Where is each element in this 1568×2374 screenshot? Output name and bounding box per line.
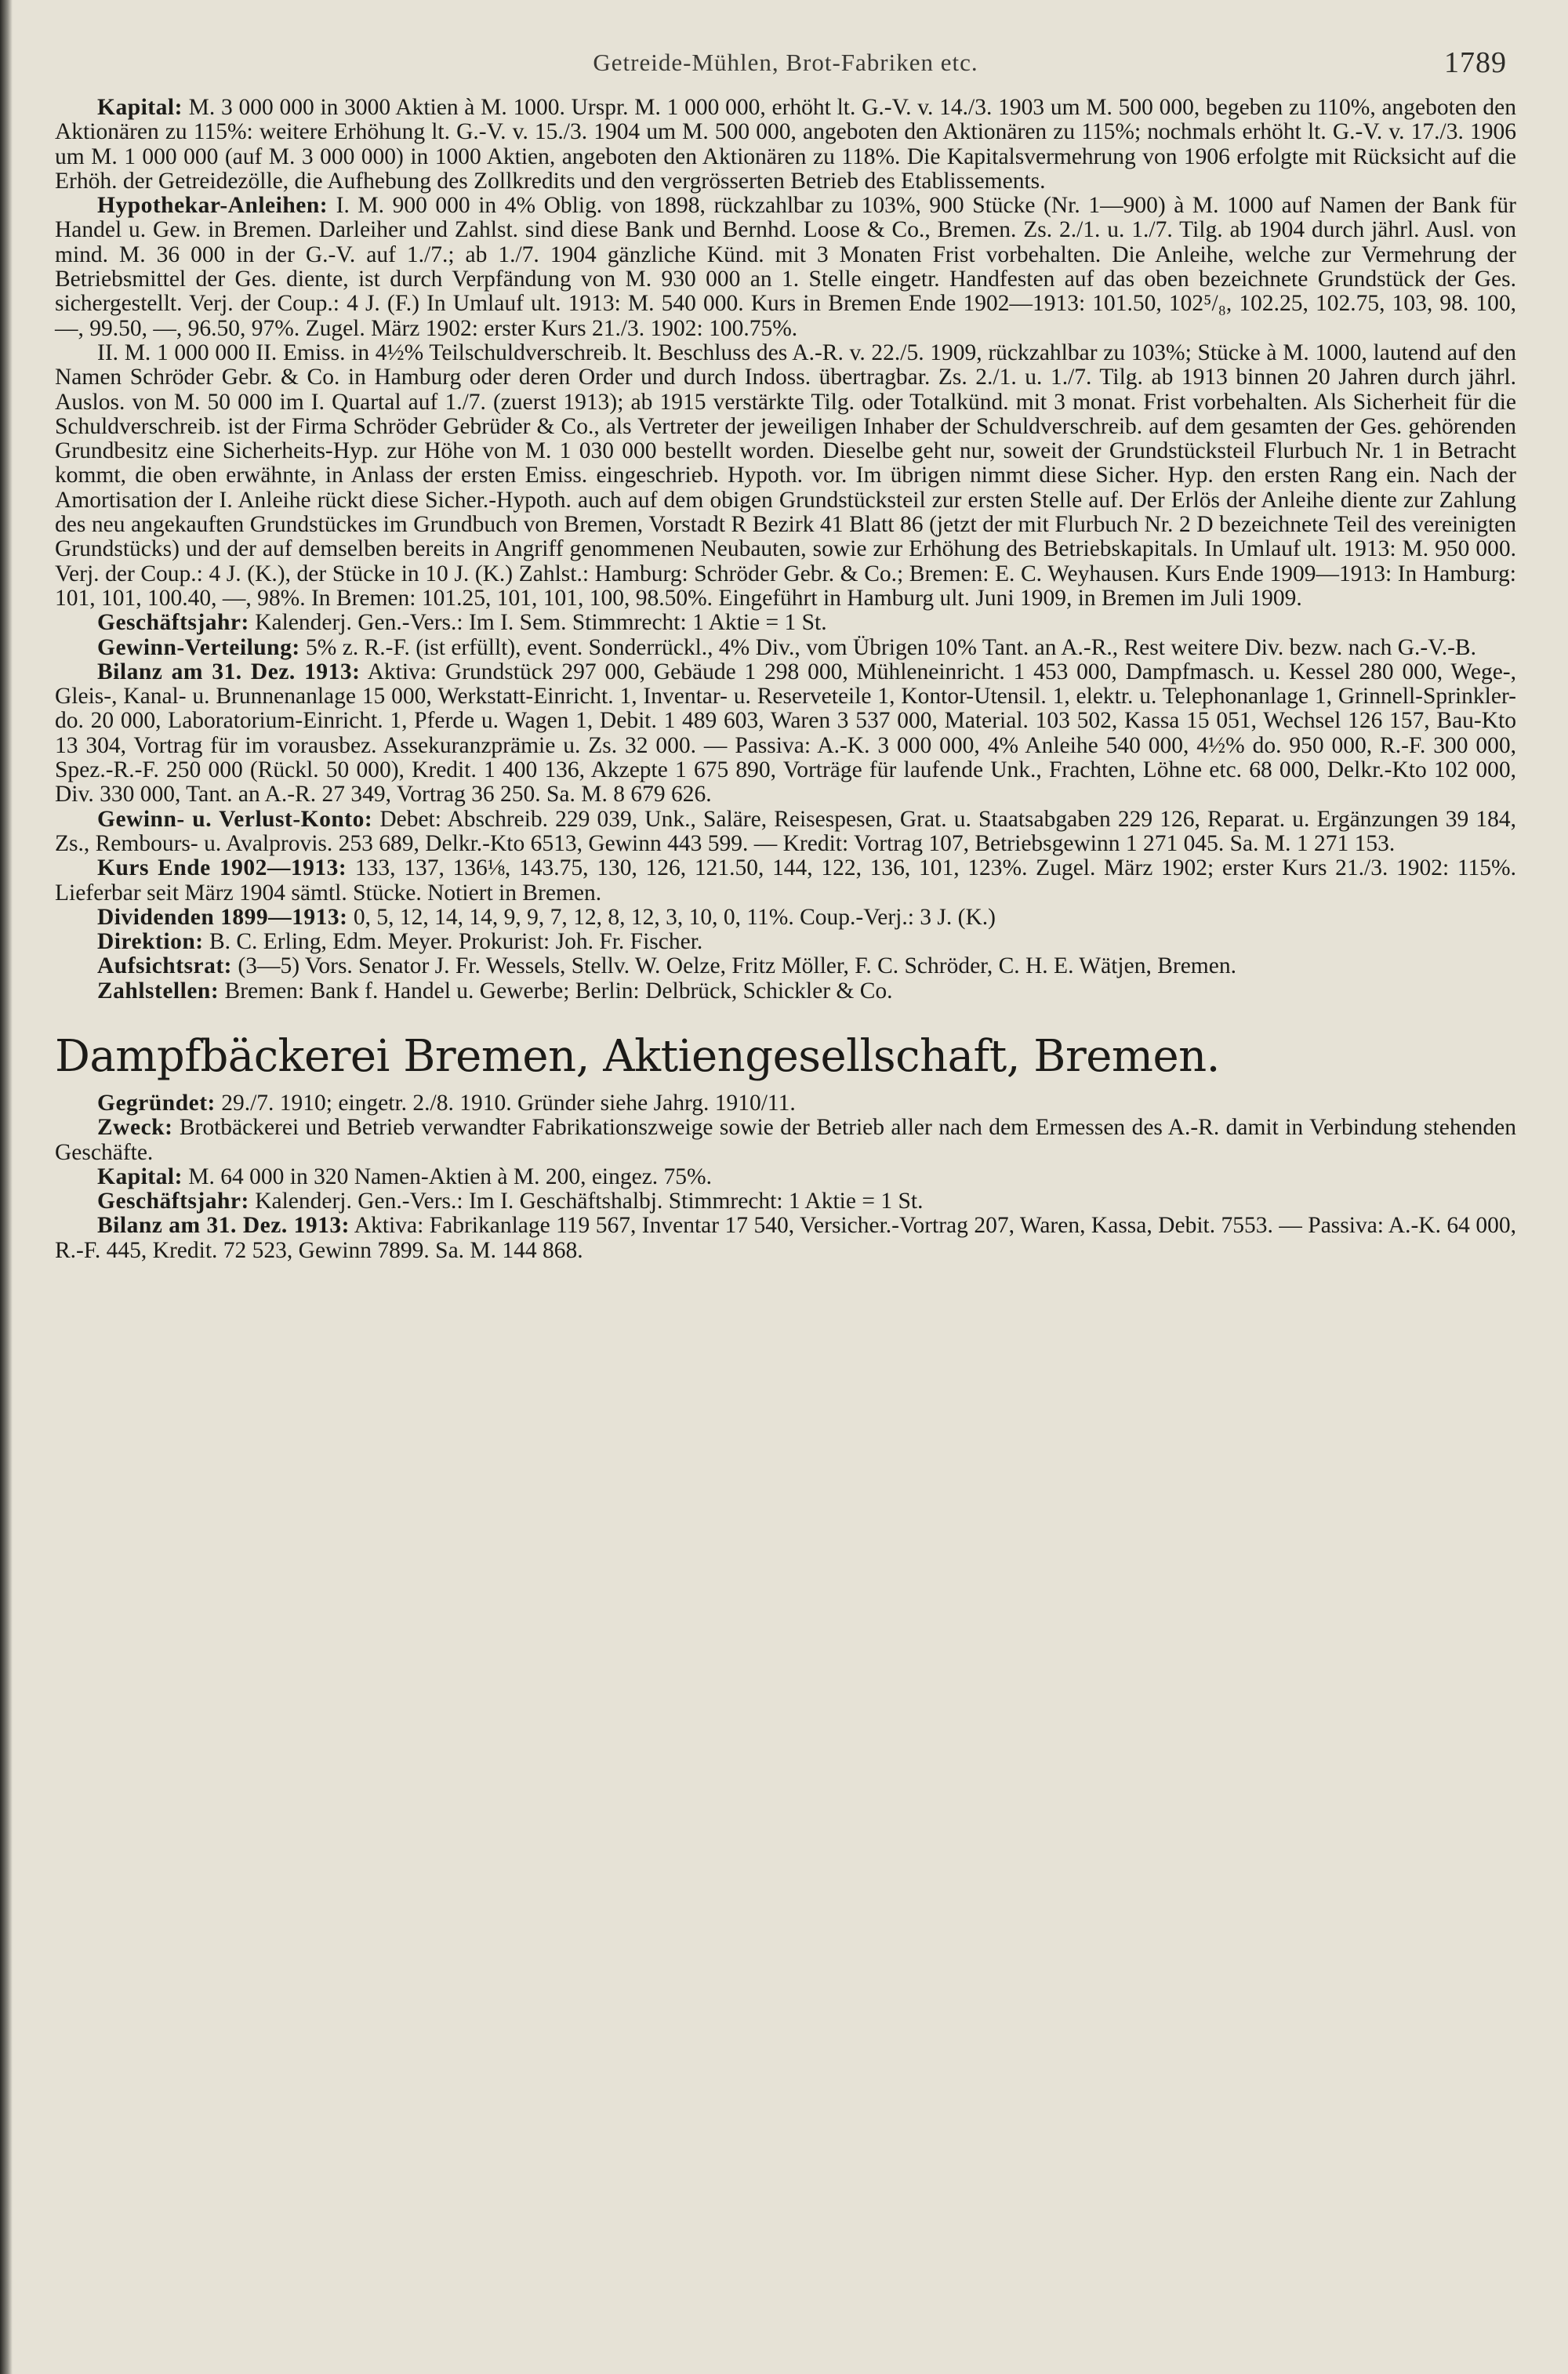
running-title: Getreide-Mühlen, Brot-Fabriken etc. bbox=[593, 49, 978, 76]
paragraph-text: Kalenderj. Gen.-Vers.: Im I. Sem. Stimmrecht: 1 Aktie = 1 St. bbox=[255, 610, 827, 636]
paragraph-geschaeftsjahr-2 bbox=[55, 1189, 1516, 1214]
label: Geschäftsjahr: bbox=[97, 1189, 249, 1214]
entry-getreide-muehle bbox=[55, 96, 1516, 1004]
paragraph-geschaeftsjahr bbox=[55, 611, 1516, 635]
paragraph-text: Aktiva: Fabrikanlage 119 567, Inventar 17 540, Versicher.-Vortrag 207, Waren, Kassa, Debit. 7553. — Passiva: A.-K. 64 000, R.-F. 445, Kredit. 72 523, Gewinn 7899. Sa. M. 144 868. bbox=[55, 1213, 1516, 1263]
paragraph-text: Brotbäckerei und Betrieb verwandter Fabrikationszweige sowie der Betrieb aller nach dem Ermessen des A.-R. damit in Verbindung stehenden Geschäfte. bbox=[55, 1115, 1517, 1165]
label: Gegründet: bbox=[97, 1090, 216, 1116]
label: Direktion: bbox=[97, 929, 204, 955]
paragraph-text: 5% z. R.-F. (ist erfüllt), event. Sonderrückl., 4% Div., vom Übrigen 10% Tant. an A.-R., Rest weitere Div. bezw. nach G.-V.-B. bbox=[306, 634, 1476, 660]
entry-dampfbaeckerei bbox=[55, 1091, 1516, 1263]
paragraph-gewinn-verteilung bbox=[55, 636, 1516, 660]
label: Dividenden 1899—1913: bbox=[97, 904, 348, 930]
label: Zahlstellen: bbox=[97, 978, 220, 1004]
paragraph-text: (3—5) Vors. Senator J. Fr. Wessels, Stellv. W. Oelze, Fritz Möller, F. C. Schröder, C. H. E. Wätjen, Bremen. bbox=[238, 953, 1236, 979]
paragraph-text: 0, 5, 12, 14, 14, 9, 9, 7, 12, 8, 12, 3, 10, 0, 11%. Coup.-Verj.: 3 J. (K.) bbox=[353, 904, 996, 930]
paragraph-text: 133, 137, 136⅛, 143.75, 130, 126, 121.50, 144, 122, 136, 101, 123%. Zugel. März 1902; erster Kurs 21./3. 1902: 115%. Lieferbar seit März 1904 sämtl. Stücke. Notiert in Bremen. bbox=[55, 855, 1517, 906]
page-number: 1789 bbox=[1444, 46, 1507, 79]
page-header bbox=[55, 46, 1516, 96]
paragraph-kapital bbox=[55, 96, 1516, 194]
label: Hypothekar-Anleihen: bbox=[97, 193, 328, 219]
label: Kapital: bbox=[97, 1163, 183, 1189]
paragraph-text: I. M. 900 000 in 4% Oblig. von 1898, rückzahlbar zu 103%, 900 Stücke (Nr. 1—900) à M. 1000 auf Namen der Bank für Handel u. Gew. in Bremen. Darleiher und Zahlst. sind diese Bank und Bernhd. Loose & Co., Bremen. Zs. 2./1. u. 1./7. Tilg. ab 1904 durch jährl. Ausl. von mind. M. 36 000 in der G.-V. auf 1./7.; ab 1./7. 1904 gänzliche Künd. mit 3 Monaten Frist vorbehalten. Die Anleihe, welche zur Vermehrung der Betriebsmittel der Ges. diente, ist durch Verpfändung von M. 930 000 an 1. Stelle eingetr. Handfesten auf das oben bezeichnete Grundstück der Ges. sichergestellt. Verj. der Coup.: 4 J. (F.) In Umlauf ult. 1913: M. 540 000. Kurs in Bremen Ende 1902—1913: 101.50, 102⁵/₈, 102.25, 102.75, 103, 98. 100, —, 99.50, —, 96.50, 97%. Zugel. März 1902: erster Kurs 21./3. 1902: 100.75%. bbox=[55, 193, 1516, 341]
paragraph-text: Bremen: Bank f. Handel u. Gewerbe; Berlin: Delbrück, Schickler & Co. bbox=[224, 978, 893, 1004]
label: Bilanz am 31. Dez. 1913: bbox=[97, 659, 361, 684]
paragraph-gegruendet bbox=[55, 1091, 1516, 1116]
paragraph-text: M. 3 000 000 in 3000 Aktien à M. 1000. Urspr. M. 1 000 000, erhöht lt. G.-V. v. 14./3. 1903 um M. 500 000, begeben zu 110%, angeboten den Aktionären zu 115%: weitere Erhöhung lt. G.-V. v. 15./3. 1904 um M. 500 000, angeboten den Aktionären zu 115%; nochmals erhöht lt. G.-V. v. 17./3. 1906 um M. 1 000 000 (auf M. 3 000 000) in 1000 Aktien, angeboten den Aktionären zu 118%. Die Kapitalsvermehrung von 1906 erfolgte mit Rücksicht auf die Erhöh. der Getreidezölle, die Aufhebung des Zollkredits und den vergrösserten Betrieb des Etablissements. bbox=[55, 95, 1516, 194]
paragraph-zweck bbox=[55, 1116, 1516, 1165]
paragraph-text: Aktiva: Grundstück 297 000, Gebäude 1 298 000, Mühleneinricht. 1 453 000, Dampfmasch. u. Kessel 280 000, Wege-, Gleis-, Kanal- u. Brunnenanlage 15 000, Werkstatt-Einricht. 1, Inventar- u. Reserveteile 1, Kontor-Utensil. 1, elektr. u. Telephonanlage 1, Grinnell-Sprinkler- do. 20 000, Laboratorium-Einricht. 1, Pferde u. Wagen 1, Debit. 1 489 603, Waren 3 537 000, Material. 103 502, Kassa 15 051, Wechsel 126 157, Bau-Kto 13 304, Vortrag für im vorausbez. Assekuranzprämie u. Zs. 32 000. — Passiva: A.-K. 3 000 000, 4% Anleihe 540 000, 4½% do. 950 000, R.-F. 300 000, Spez.-R.-F. 250 000 (Rückl. 50 000), Kredit. 1 400 136, Akzepte 1 675 890, Vorträge für laufende Unk., Frachten, Löhne etc. 68 000, Delkr.-Kto 102 000, Div. 330 000, Tant. an A.-R. 27 349, Vortrag 36 250. Sa. M. 8 679 626. bbox=[55, 659, 1516, 808]
label: Gewinn- u. Verlust-Konto: bbox=[97, 806, 373, 832]
label: Kapital: bbox=[97, 95, 183, 120]
label: Aufsichtsrat: bbox=[97, 953, 233, 979]
label: Gewinn-Verteilung: bbox=[97, 634, 300, 660]
paragraph-aufsichtsrat bbox=[55, 954, 1516, 978]
paragraph-zahlstellen bbox=[55, 979, 1516, 1004]
paragraph-text: II. M. 1 000 000 II. Emiss. in 4½% Teilschuldverschreib. lt. Beschluss des A.-R. v. 22./5. 1909, rückzahlbar zu 103%; Stücke à M. 1000, lautend auf den Namen Schröder Gebr. & Co. in Hamburg oder deren Order und durch Indoss. übertragbar. Zs. 2./1. u. 1./7. Tilg. ab 1913 binnen 20 Jahren durch jährl. Auslos. von M. 50 000 im I. Quartal auf 1./7. (zuerst 1913); ab 1915 verstärkte Tilg. oder Totalkünd. mit 3 monat. Frist vorbehalten. Als Sicherheit für die Schuldverschreib. ist der Firma Schröder Gebrüder & Co., als Vertreter der jeweiligen Inhaber der Schuldverschreib. auf dem gesamten der Ges. gehörenden Grundbesitz eine Sicherheits-Hyp. zur Höhe von M. 1 030 000 bestellt worden. Dieselbe geht nur, soweit der Grundstücksteil Flurbuch Nr. 1 in Betracht kommt, die oben erwähnte, in Anlass der ersten Emiss. eingeschrieb. Hypoth. vor. Im übrigen nimmt diese Sicher. Hyp. den ersten Rang ein. Nach der Amortisation der I. Anleihe rückt diese Sicher.-Hypoth. auch auf dem obigen Grundstücksteil zur ersten Stelle auf. Der Erlös der Anleihe diente zur Zahlung des neu angekauften Grundstückes im Grundbuch von Bremen, Vorstadt R Bezirk 41 Blatt 86 (jetzt der mit Flurbuch Nr. 2 D bezeichnete Teil des vereinigten Grundstücks) und der auf demselben bereits in Angriff genommenen Neubauten, sowie zur Erhöhung des Betriebskapitals. In Umlauf ult. 1913: M. 950 000. Verj. der Coup.: 4 J. (K.), der Stücke in 10 J. (K.) Zahlst.: Hamburg: Schröder Gebr. & Co.; Bremen: E. C. Weyhausen. Kurs Ende 1909—1913: In Hamburg: 101, 101, 100.40, —, 98%. In Bremen: 101.25, 101, 101, 100, 98.50%. Eingeführt in Hamburg ult. Juni 1909, in Bremen im Juli 1909. bbox=[55, 339, 1516, 611]
label: Zweck: bbox=[97, 1115, 173, 1141]
paragraph-kapital-2 bbox=[55, 1165, 1516, 1189]
paragraph-bilanz-2 bbox=[55, 1214, 1516, 1263]
paragraph-text: Kalenderj. Gen.-Vers.: Im I. Geschäftshalbj. Stimmrecht: 1 Aktie = 1 St. bbox=[255, 1189, 924, 1214]
paragraph-kurs bbox=[55, 856, 1516, 906]
company-heading: Dampfbäckerei Bremen, Aktiengesellschaft, Bremen. bbox=[55, 1030, 1220, 1082]
paragraph-gewinn-verlust bbox=[55, 808, 1516, 857]
paragraph-text: Debet: Abschreib. 229 039, Unk., Saläre, Reisespesen, Grat. u. Staatsabgaben 229 126, Reparat. u. Ergänzungen 39 184, Zs., Rembours- u. Avalprovis. 253 689, Delkr.-Kto 6513, Gewinn 443 599. — Kredit: Vortrag 107, Betriebsgewinn 1 271 045. Sa. M. 1 271 153. bbox=[55, 806, 1516, 856]
label: Kurs Ende 1902—1913: bbox=[97, 855, 347, 881]
paragraph-text: 29./7. 1910; eingetr. 2./8. 1910. Gründer siehe Jahrg. 1910/11. bbox=[221, 1090, 796, 1116]
paragraph-dividenden bbox=[55, 906, 1516, 930]
page-edge-shadow bbox=[0, 0, 13, 2374]
label: Bilanz am 31. Dez. 1913: bbox=[97, 1213, 350, 1239]
paragraph-direktion bbox=[55, 930, 1516, 954]
label: Geschäftsjahr: bbox=[97, 610, 249, 636]
paragraph-anleihe-ii bbox=[55, 341, 1516, 611]
paragraph-bilanz bbox=[55, 660, 1516, 808]
paragraph-hypothekar-anleihen bbox=[55, 194, 1516, 341]
paragraph-text: M. 64 000 in 320 Namen-Aktien à M. 200, eingez. 75%. bbox=[188, 1163, 713, 1189]
paragraph-text: B. C. Erling, Edm. Meyer. Prokurist: Joh. Fr. Fischer. bbox=[209, 929, 703, 955]
